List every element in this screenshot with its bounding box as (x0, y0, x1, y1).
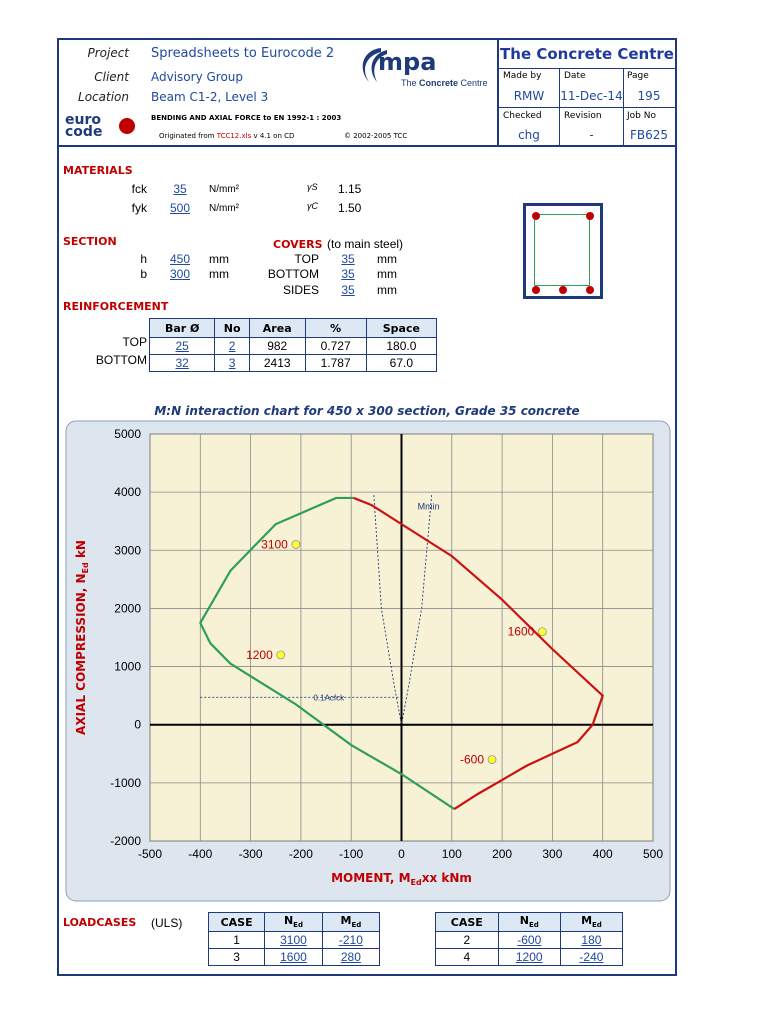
table-row (436, 949, 623, 966)
gamma-c-label: γC (307, 201, 318, 211)
col-case: CASE (209, 913, 265, 932)
fyk-input[interactable]: 500 (169, 201, 191, 215)
loadcases-title: LOADCASES (63, 916, 137, 929)
ned-input[interactable]: 1200 (515, 950, 543, 964)
col-space: Space (366, 319, 436, 338)
sheet-subtitle: BENDING AND AXIAL FORCE to EN 1992-1 : 2003 (151, 114, 342, 122)
uls-label: (ULS) (151, 916, 183, 930)
gamma-c-value: 1.50 (338, 201, 362, 215)
mpa-logo-text: mpa (378, 48, 437, 76)
project-value[interactable]: Spreadsheets to Eurocode 2 (151, 46, 335, 61)
x-tick-label: 0 (398, 847, 405, 861)
cover-sides-input[interactable]: 35 (341, 283, 355, 297)
mn-interaction-chart (65, 420, 671, 902)
x-tick-label: 200 (492, 847, 513, 861)
x-tick-label: -200 (288, 847, 313, 861)
x-axis-title: MOMENT, $M_{Ed}xx$ kNm (331, 871, 472, 887)
eurocode-logo: euro code (65, 114, 137, 144)
table-header-row (436, 913, 623, 932)
date-label: Date (564, 71, 586, 81)
tcc-small-text: The Concrete Centre (401, 78, 488, 88)
col-pct: % (305, 319, 366, 338)
med-input[interactable]: -210 (338, 933, 363, 947)
fck-input[interactable]: 35 (173, 182, 187, 196)
top-space: 180.0 (366, 338, 436, 355)
loadcase-point (538, 628, 546, 636)
cover-bottom-input[interactable]: 35 (341, 267, 355, 281)
client-label: Client (94, 70, 129, 84)
reinforcement-table (149, 318, 437, 372)
client-value[interactable]: Advisory Group (151, 70, 244, 84)
case-number: 4 (436, 949, 499, 966)
case-number: 2 (436, 932, 499, 949)
loadcase-point (488, 756, 496, 764)
location-value[interactable]: Beam C1-2, Level 3 (151, 90, 269, 104)
col-area: Area (249, 319, 305, 338)
section-diagram (523, 203, 603, 299)
loadcase-point (292, 540, 300, 548)
top-bar-icon (532, 212, 540, 220)
fyk-label: fyk (131, 201, 147, 215)
cover-sides-label: SIDES (282, 283, 319, 297)
cover-top-input[interactable]: 35 (341, 252, 355, 266)
col-bar: Bar Ø (150, 319, 215, 338)
med-input[interactable]: 180 (581, 933, 602, 947)
y-tick-label: 2000 (114, 601, 141, 616)
page-value[interactable]: 195 (637, 89, 661, 103)
point-label: 3100 (261, 537, 288, 552)
col-ned: $N_{Ed}$ (265, 913, 323, 932)
x-tick-label: -400 (188, 847, 213, 861)
y-tick-label: 1000 (114, 659, 141, 674)
reinf-top-label: TOP (122, 335, 147, 349)
col-ned: $N_{Ed}$ (498, 913, 560, 932)
x-tick-label: 500 (642, 847, 664, 861)
reinf-bottom-label: BOTTOM (95, 353, 147, 367)
y-axis-title: AXIAL COMPRESSION, $N_{Ed}$ kN (74, 540, 90, 735)
job-label: Job No (627, 111, 656, 121)
table-row (209, 932, 380, 949)
x-tick-label: -100 (339, 847, 364, 861)
case-number: 1 (209, 932, 265, 949)
b-unit: mm (209, 267, 229, 281)
fck-label: fck (131, 182, 147, 196)
table-row (150, 355, 437, 372)
table-header-row (209, 913, 380, 932)
y-tick-label: 3000 (114, 543, 141, 558)
top-bar-icon (586, 212, 594, 220)
fck-unit: N/mm² (209, 184, 239, 195)
med-input[interactable]: -240 (579, 950, 604, 964)
y-tick-label: 4000 (114, 485, 141, 500)
fyk-unit: N/mm² (209, 203, 239, 214)
med-input[interactable]: 280 (340, 950, 361, 964)
gamma-s-value: 1.15 (338, 182, 362, 196)
materials-title: MATERIALS (63, 164, 133, 177)
table-row (150, 338, 437, 355)
section-title: SECTION (63, 235, 117, 248)
link-outline (534, 214, 590, 286)
date-value[interactable]: 11-Dec-14 (560, 89, 623, 103)
made-by-label: Made by (503, 71, 542, 81)
col-med: $M_{Ed}$ (560, 913, 622, 932)
point-label: -600 (460, 752, 485, 767)
cover-bottom-unit: mm (377, 267, 397, 281)
reinforcement-title: REINFORCEMENT (63, 300, 169, 313)
x-tick-label: 300 (542, 847, 563, 861)
table-row (209, 949, 380, 966)
job-value[interactable]: FB625 (629, 128, 669, 142)
revision-value[interactable]: - (589, 128, 594, 142)
x-tick-label: 400 (592, 847, 613, 861)
x-tick-label: -300 (238, 847, 263, 861)
cover-sides-unit: mm (377, 283, 397, 297)
location-label: Location (78, 90, 129, 104)
checked-label: Checked (503, 111, 542, 121)
ned-input[interactable]: 3100 (280, 933, 307, 947)
y-tick-label: -2000 (110, 834, 141, 848)
chart-title: M:N interaction chart for 450 x 300 section, Grade 35 concrete (154, 404, 580, 418)
bottom-space: 67.0 (366, 355, 436, 372)
mmin-label: Mmin (417, 501, 440, 512)
b-label: b (140, 267, 147, 281)
gamma-s-label: γS (307, 182, 318, 192)
org-title: The Concrete Centre (500, 45, 674, 63)
col-no: No (215, 319, 250, 338)
originated-text: Originated from TCC12.xls v 4.1 on CD (159, 132, 295, 140)
table-row (436, 932, 623, 949)
cover-bottom-label: BOTTOM (267, 267, 319, 281)
bottom-bar-icon (586, 286, 594, 294)
made-by-value[interactable]: RMW (513, 89, 545, 103)
bottom-pct: 1.787 (305, 355, 366, 372)
copyright-text: © 2002-2005 TCC (344, 132, 408, 140)
mpa-logo (351, 40, 501, 95)
covers-heading: COVERS (to main steel) (273, 237, 404, 251)
page-label: Page (627, 71, 649, 81)
h-input[interactable]: 450 (169, 252, 191, 266)
h-label: h (140, 252, 147, 266)
col-case: CASE (436, 913, 499, 932)
h-unit: mm (209, 252, 229, 266)
calc-sheet (57, 38, 677, 976)
loadcase-point (277, 651, 285, 659)
top-area: 982 (249, 338, 305, 355)
point-label: 1600 (507, 624, 535, 639)
y-tick-label: 0 (134, 717, 141, 732)
bottom-bar-icon (559, 286, 567, 294)
top-no-input[interactable]: 2 (228, 339, 236, 353)
top-pct: 0.727 (305, 338, 366, 355)
loadcase-table-left (208, 912, 380, 966)
ned-input[interactable]: -600 (517, 933, 542, 947)
x-tick-label: -500 (137, 847, 163, 861)
cover-top-label: TOP (294, 252, 319, 266)
checked-value[interactable]: chg (518, 128, 540, 142)
cover-top-unit: mm (377, 252, 397, 266)
bottom-bar-icon (532, 286, 540, 294)
revision-label: Revision (564, 111, 602, 121)
x-tick-label: 100 (441, 847, 462, 861)
y-tick-label: -1000 (110, 775, 141, 790)
acfck-label: 0.1Acfck (313, 693, 345, 703)
case-number: 3 (209, 949, 265, 966)
col-med: $M_{Ed}$ (322, 913, 379, 932)
y-tick-label: 5000 (114, 427, 141, 441)
loadcase-table-right (435, 912, 623, 966)
project-label: Project (87, 46, 129, 60)
bottom-bar-input[interactable]: 32 (175, 356, 189, 370)
b-input[interactable]: 300 (169, 267, 191, 281)
bottom-area: 2413 (249, 355, 305, 372)
table-header-row (150, 319, 437, 338)
eurocode-mark-icon (119, 118, 135, 134)
point-label: 1200 (246, 647, 273, 662)
top-bar-input[interactable]: 25 (175, 339, 189, 353)
ned-input[interactable]: 1600 (280, 950, 307, 964)
bottom-no-input[interactable]: 3 (228, 356, 236, 370)
